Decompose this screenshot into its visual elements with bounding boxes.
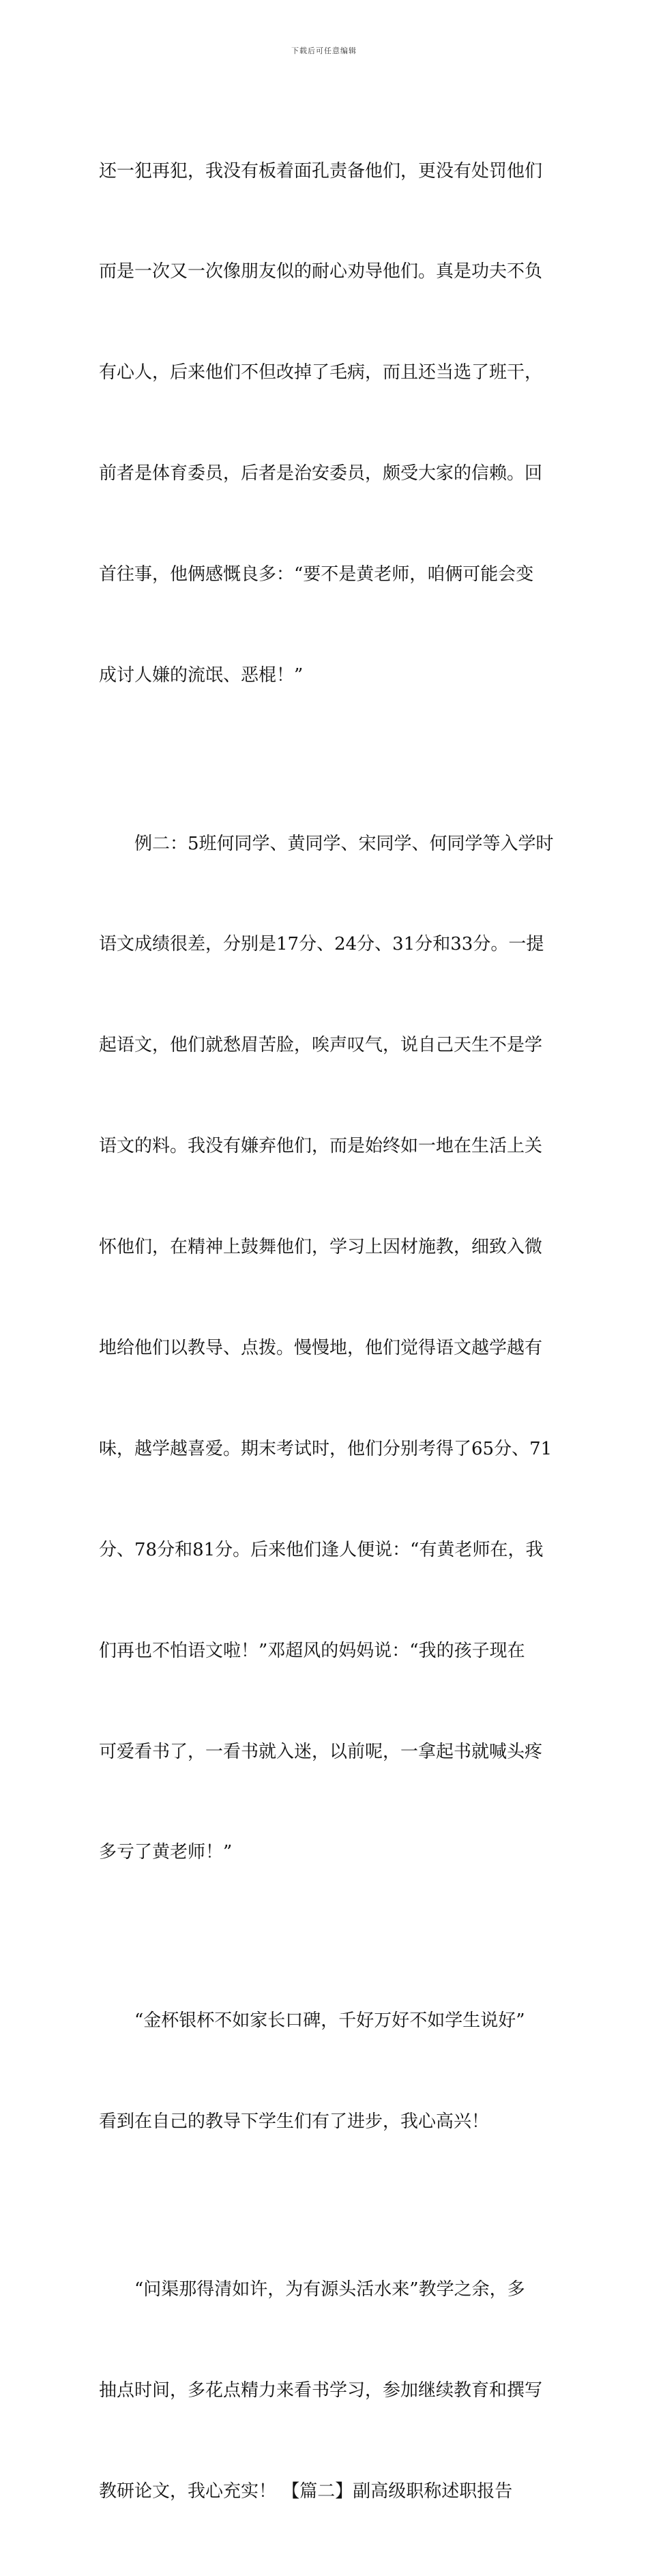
paragraph-3: [99, 1937, 556, 2206]
document-body: [99, 87, 556, 2576]
text-line: 成讨人嫌的流氓、恶棍！”: [99, 665, 304, 686]
text-line: 可爱看书了，一看书就入迷，以前呢，一拿起书就喊头疼: [99, 1741, 543, 1762]
text-line: 起语文，他们就愁眉苦脸，唉声叹气，说自己天生不是学: [99, 1035, 543, 1056]
text-line: 味，越学越喜爱。期末考试时，他们分别考得了65分、71: [99, 1438, 553, 1459]
text-line: 看到在自己的教导下学生们有了进步，我心高兴！: [99, 2111, 490, 2132]
text-line: “问渠那得清如许，为有源头活水来”教学之余，多: [134, 2279, 525, 2300]
text-line: 而是一次又一次像朋友似的耐心劝导他们。真是功夫不负: [99, 261, 543, 282]
text-line: 有心人，后来他们不但改掉了毛病，而且还当选了班干，: [99, 362, 543, 383]
text-line: 多亏了黄老师！”: [99, 1842, 233, 1863]
paragraph-4: [99, 2206, 556, 2576]
paragraph-1: [99, 87, 556, 760]
text-line: 语文的料。我没有嫌弃他们，而是始终如一地在生活上关: [99, 1136, 543, 1157]
text-line: 地给他们以教导、点拨。慢慢地，他们觉得语文越学越有: [99, 1337, 543, 1358]
text-line: 还一犯再犯，我没有板着面孔责备他们，更没有处罚他们: [99, 160, 543, 181]
text-line: 们再也不怕语文啦！”邓超风的妈妈说：“我的孩子现在: [99, 1640, 525, 1661]
text-line: 教研论文，我心充实！ 【篇二】副高级职称述职报告: [99, 2481, 513, 2502]
header-note: 下载后可任意编辑: [291, 46, 357, 55]
paragraph-2: [99, 760, 556, 1937]
text-line: 抽点时间，多花点精力来看书学习，参加继续教育和撰写: [99, 2380, 543, 2401]
text-line: 分、78分和81分。后来他们逢人便说：“有黄老师在，我: [99, 1539, 544, 1560]
text-line: 例二：5班何同学、黄同学、宋同学、何同学等入学时: [134, 833, 554, 854]
text-line: 怀他们，在精神上鼓舞他们，学习上因材施教，细致入微: [99, 1237, 543, 1258]
text-line: 首往事，他俩感慨良多：“要不是黄老师，咱俩可能会变: [99, 564, 534, 585]
text-line: 前者是体育委员，后者是治安委员，颇受大家的信赖。回: [99, 463, 543, 484]
text-line: 语文成绩很差，分别是17分、24分、31分和33分。一提: [99, 934, 544, 955]
text-line: “金杯银杯不如家长口碑，千好万好不如学生说好”: [134, 2010, 525, 2031]
